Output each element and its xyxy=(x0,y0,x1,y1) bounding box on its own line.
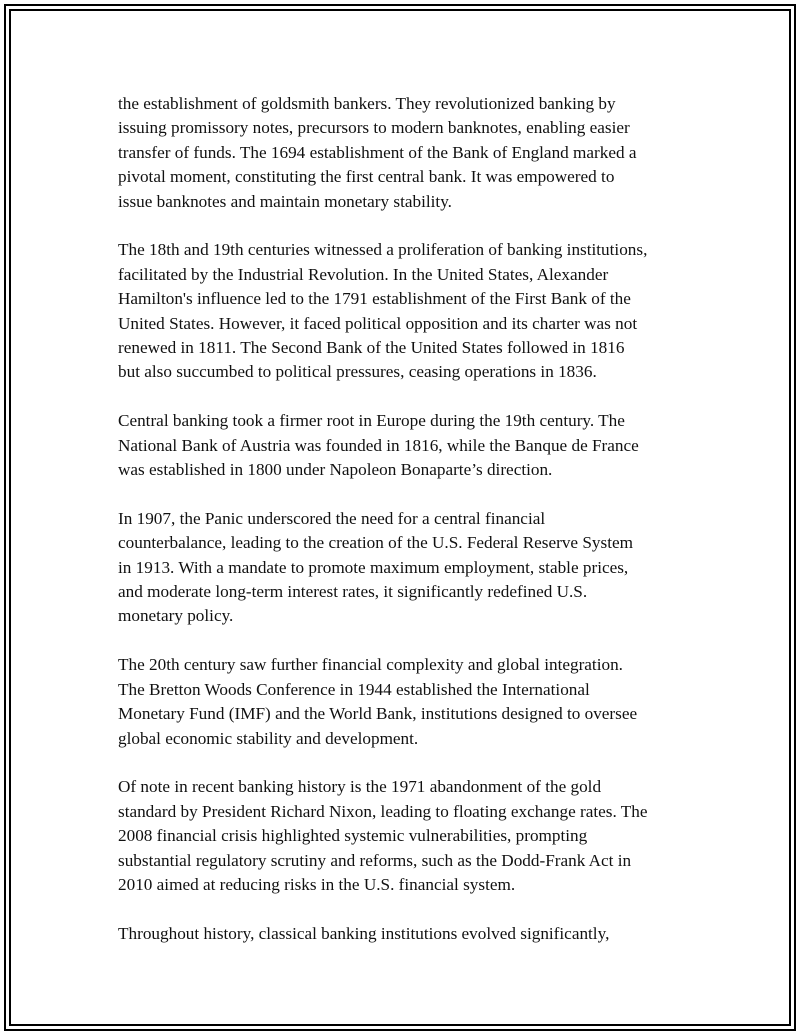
paragraph-goldsmith-bankers: the establishment of goldsmith bankers. They revolutionized banking by issuing promissory notes, precursors to modern banknotes, enabling easier transfer of funds. The 1694 establishment of the Bank of England marked a pivotal moment, constituting the first central bank. It was empowered to issue banknotes and maintain monetary stability. xyxy=(118,94,637,211)
document-body xyxy=(118,92,708,946)
paragraph-throughout-history: Throughout history, classical banking institutions evolved significantly, xyxy=(118,923,610,943)
paragraph-recent-history: Of note in recent banking history is the 1971 abandonment of the gold standard by President Richard Nixon, leading to floating exchange rates. The 2008 financial crisis highlighted systemic vulnerabilities, prompting substantial regulatory scrutiny and reforms, such as the Dodd-Frank Act in 2010 aimed at reducing risks in the U.S. financial system. xyxy=(118,777,648,894)
paragraph-20th-century: The 20th century saw further financial complexity and global integration. The Bretton Woods Conference in 1944 established the International Monetary Fund (IMF) and the World Bank, institutions designed to oversee global economic stability and development. xyxy=(118,655,638,748)
paragraph-18th-19th-centuries: The 18th and 19th centuries witnessed a proliferation of banking institutions, facilitated by the Industrial Revolution. In the United States, Alexander Hamilton's influence led to the 1791 establishment of the First Bank of the United States. However, it faced political opposition and its charter was not renewed in 1811. The Second Bank of the United States followed in 1816 but also succumbed to political pressures, ceasing operations in 1836. xyxy=(118,240,648,382)
paragraph-central-banking-europe: Central banking took a firmer root in Europe during the 19th century. The National Bank of Austria was founded in 1816, while the Banque de France was established in 1800 under Napoleon Bonaparte’s direction. xyxy=(118,411,639,480)
paragraph-panic-1907: In 1907, the Panic underscored the need for a central financial counterbalance, leading to the creation of the U.S. Federal Reserve System in 1913. With a mandate to promote maximum employment, stable prices, and moderate long-term interest rates, it significantly redefined U.S. monetary policy. xyxy=(118,508,633,626)
